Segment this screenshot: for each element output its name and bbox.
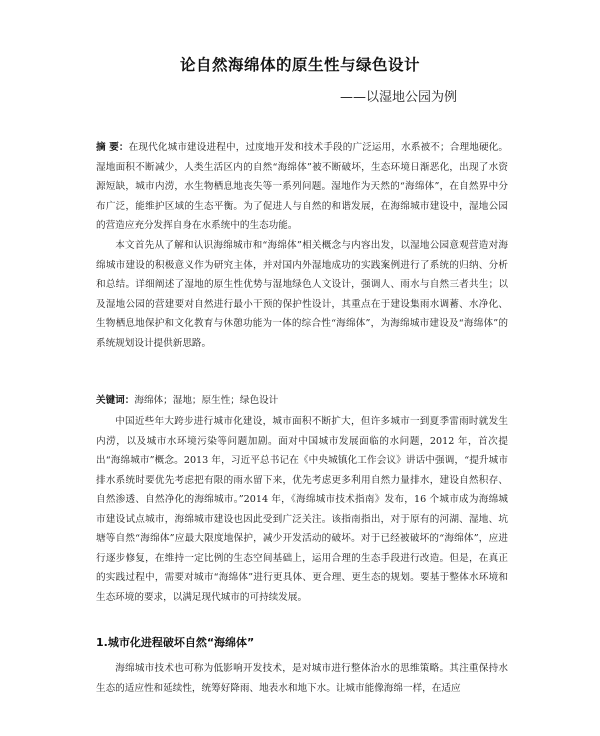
- keywords-label: 关键词：: [96, 395, 135, 406]
- abstract-paragraph: [96, 138, 508, 236]
- abstract-label: 摘 要：: [96, 142, 129, 153]
- keywords-line: [96, 392, 278, 406]
- section-paragraph: 海绵城市技术也可称为低影响开发技术，是对城市进行整体治水的思维策略。其注重保持水生态的适应性和延续性，统筹好降雨、地表水和地下水。让城市能像海绵一样，在适应: [96, 663, 508, 694]
- intro-paragraph: 本文首先从了解和认识海绵城市和“海绵体”相关概念与内容出发，以湿地公园意观营造对海绵城市建设的积极意义作为研究主体，并对国内外湿地成功的实践案例进行了系统的归纳、分析和总结。详细阐述了湿地的原生性优势与湿地绿色人文设计，强调人、雨水与自然三者共生；以及湿地公园的营建要对自然进行最小干预的保护性设计，其重点在于建设集雨水调蓄、水净化、生物栖息地保护和文化教育与休憩功能为一体的综合性“海绵体”，为海绵城市建设及“海绵体”的系统规划设计提供新思路。: [96, 240, 508, 349]
- paper-title: 论自然海绵体的原生性与绿色设计: [179, 56, 420, 74]
- section-heading: 1.城市化进程破坏自然“海绵体”: [96, 636, 255, 649]
- keywords-text: 海绵体；湿地；原生性；绿色设计: [134, 395, 279, 406]
- body-paragraph: 中国近些年大跨步进行城市化建设，城市面积不断扩大，但许多城市一到夏季雷雨时就发生内涝，以及城市水环境污染等问题加剧。面对中国城市发展面临的水问题，2012 年，首次提出“海绵城市”概念。2013 年，习近平总书记在《中央城镇化工作会议》讲话中强调，“提升城市排水系统时要优先考虑把有限的雨水留下来，优先考虑更多利用自然力量排水，建设自然积存、自然渗透、自然净化的海绵城市。”2014 年，《海绵城市技术指南》发布，16 个城市成为海绵城市建设试点城市，海绵城市建设也因此受到广泛关注。该指南指出，对于原有的河湖、湿地、坑塘等自然“海绵体”应最大限度地保护，减少开发活动的破坏。对于已经被破坏的“海绵体”，应进行逐步修复，在维持一定比例的生态空间基础上，运用合理的生态手段进行改造。但是，在真正的实践过程中，需要对城市“海绵体”进行更具体、更合理、更生态的规划。要基于整体水环境和生态环境的要求，以满足现代城市的可持续发展。: [96, 416, 508, 603]
- abstract-text: 在现代化城市建设进程中，过度地开发和技术手段的广泛运用，水系被不；合理地硬化。湿地面积不断减少，人类生活区内的自然“海绵体”被不断破坏，生态环境日渐恶化，出现了水资源短缺，城市内涝，水生物栖息地丧失等一系列问题。湿地作为天然的“海绵体”，在自然界中分布广泛，能维护区域的生态平衡。为了促进人与自然的和谐发展，在海绵城市建设中，湿地公园的营造应充分发挥自身在水系统中的生态功能。: [96, 142, 509, 231]
- paper-subtitle: ——以湿地公园为例: [340, 90, 458, 105]
